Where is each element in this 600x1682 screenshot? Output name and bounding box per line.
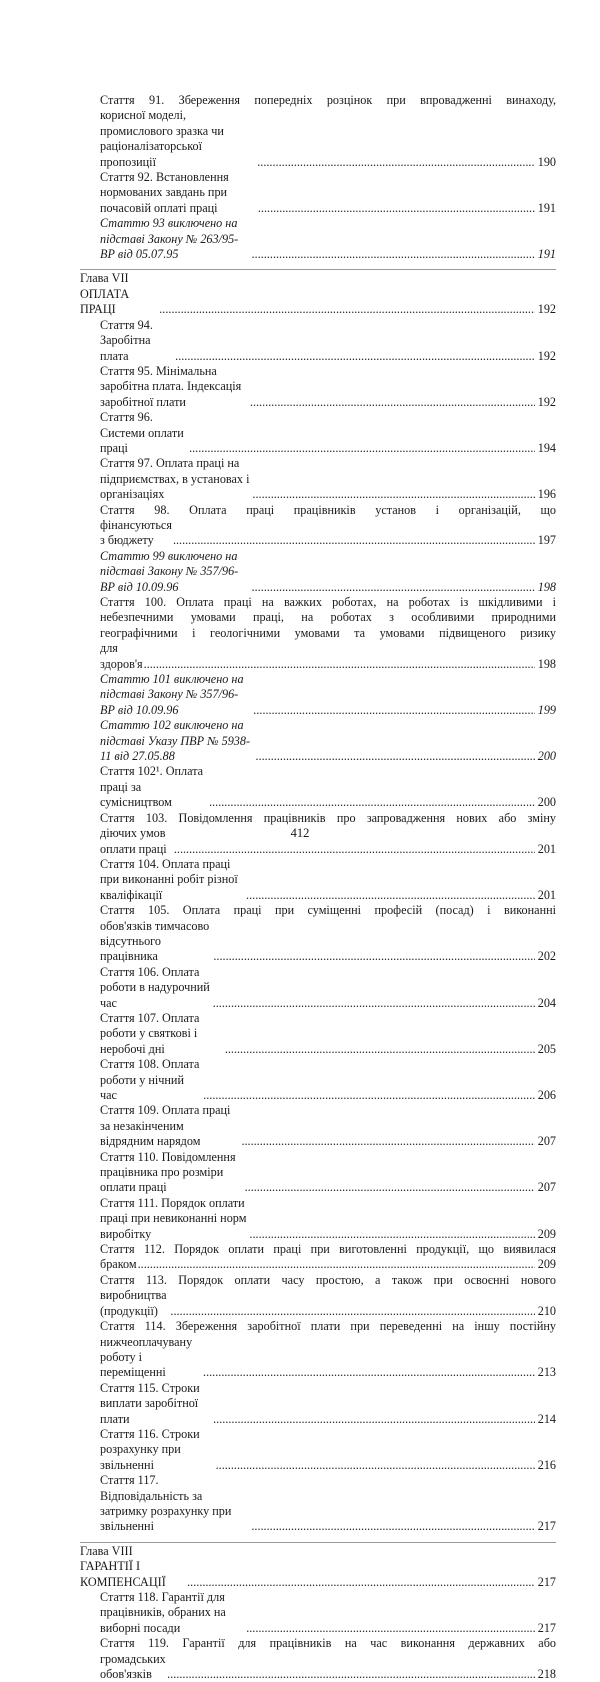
- leader-dots: [187, 1575, 535, 1590]
- leader-dots: [245, 1180, 535, 1195]
- toc-entry: [80, 1057, 556, 1103]
- toc-entry-title: Стаття 118. Гарантії для працівників, обраних на виборні посади: [100, 1590, 226, 1635]
- toc-entry-line: географічними і геологічними умовами та умовами підвищеного ризику: [100, 625, 556, 640]
- toc-entry-line: Стаття 91. Збереження попередніх розцінок при впровадженні винаходу,: [100, 93, 556, 107]
- toc-entry: [80, 1150, 556, 1196]
- toc-entry-title: Стаття 92. Встановлення нормованих завдань при почасовій оплаті праці: [100, 170, 229, 215]
- toc-entry-title: Стаття 97. Оплата праці на підприємствах, в установах і організаціях: [100, 456, 250, 502]
- toc-entry-title: діючих умов оплати праці: [100, 826, 167, 856]
- toc-entry: [80, 903, 556, 965]
- toc-entry-line: небезпечними умовами праці, на роботах з особливими природними: [100, 610, 556, 625]
- leader-dots: [170, 1304, 535, 1319]
- leader-dots: [174, 842, 535, 857]
- toc-entry: [80, 1473, 556, 1535]
- page-number: 412: [290, 826, 310, 840]
- toc-page-number: 217: [537, 1574, 556, 1589]
- toc-entry-title: Стаття 95. Мінімальна заробітна плата. Індексація заробітної плати: [100, 363, 242, 409]
- toc-page-number: 213: [537, 1365, 556, 1380]
- leader-dots: [213, 996, 535, 1011]
- leader-dots: [138, 1257, 535, 1272]
- toc-page-number: 207: [537, 1180, 556, 1195]
- toc-entry-line: Стаття 112. Порядок оплати праці при виготовленні продукції, що виявилася: [100, 1242, 556, 1257]
- toc-page-number: 194: [537, 440, 556, 455]
- toc-entry-title: Стаття 116. Строки розрахунку при звільненні: [100, 1426, 200, 1472]
- leader-dots: [252, 580, 535, 595]
- leader-dots: [256, 749, 535, 764]
- toc-entry: [80, 1011, 556, 1057]
- toc-entry: [80, 364, 556, 410]
- chapter-title: Глава VIII ГАРАНТІЇ І КОМПЕНСАЦІЇ: [80, 1543, 166, 1589]
- toc-entry-line: Стаття 100. Оплата праці на важких роботах, на роботах із шкідливими і: [100, 595, 556, 609]
- toc-entry-title: обов'язків тимчасово відсутнього працівника: [100, 918, 210, 964]
- toc-prelude: [80, 93, 556, 262]
- toc-entry: [80, 1273, 556, 1319]
- toc-page-number: 216: [537, 1457, 556, 1472]
- toc-page-number: 217: [537, 1620, 556, 1635]
- table-of-contents: [80, 93, 556, 1682]
- toc-chapter-8: [80, 1542, 556, 1682]
- leader-dots: [254, 703, 535, 718]
- toc-page-number: 199: [537, 702, 556, 717]
- toc-entry: [80, 503, 556, 549]
- toc-entry-title: Стаття 94. Заробітна плата: [100, 317, 153, 363]
- chapter-title: Глава VII ОПЛАТА ПРАЦІ: [80, 271, 130, 317]
- toc-entry-title: Стаття 106. Оплата роботи в надурочний час: [100, 964, 210, 1010]
- toc-entry-title: Статтю 93 виключено на підставі Закону № 263/95-ВР від 05.07.95: [100, 216, 239, 262]
- toc-entry: [80, 93, 556, 170]
- toc-entry-title: Статтю 101 виключено на підставі Закону № 357/96-ВР від 10.09.96: [100, 672, 244, 717]
- toc-entry-title: Стаття 117. Відповідальність за затримку розрахунку при звільненні: [100, 1473, 232, 1534]
- leader-dots: [203, 1365, 535, 1380]
- leader-dots: [257, 155, 535, 170]
- toc-page-number: 190: [537, 154, 556, 169]
- toc-page-number: 191: [537, 247, 556, 262]
- toc-entry-title: фінансуються з бюджету: [100, 517, 172, 548]
- chapter-heading: [80, 1544, 556, 1590]
- toc-page-number: 192: [537, 394, 556, 409]
- toc-entry-title: Стаття 108. Оплата роботи у нічний час: [100, 1057, 200, 1102]
- toc-page-number: 209: [537, 1257, 556, 1272]
- toc-entry: [80, 857, 556, 903]
- toc-entry: [80, 549, 556, 595]
- leader-dots: [241, 1134, 535, 1149]
- toc-entry-title: Стаття 107. Оплата роботи у святкові і неробочі дні: [100, 1010, 200, 1056]
- toc-entry-title: Стаття 96. Системи оплати праці: [100, 410, 184, 455]
- toc-page-number: 196: [537, 487, 556, 502]
- toc-entry: [80, 1381, 556, 1427]
- toc-entry: [80, 1319, 556, 1381]
- toc-page-number: 200: [537, 749, 556, 764]
- toc-page-number: 200: [537, 795, 556, 810]
- toc-page-number: 217: [537, 1519, 556, 1534]
- leader-dots: [251, 1519, 535, 1534]
- toc-page-number: 202: [537, 949, 556, 964]
- toc-entry: [80, 1427, 556, 1473]
- toc-entry-line: Стаття 119. Гарантії для працівників на час виконання державних або: [100, 1636, 556, 1651]
- toc-entry-title: Статтю 99 виключено на підставі Закону № 357/96-ВР від 10.09.96: [100, 548, 239, 594]
- toc-page-number: 201: [537, 887, 556, 902]
- leader-dots: [175, 349, 535, 364]
- leader-dots: [250, 395, 535, 410]
- leader-dots: [189, 441, 535, 456]
- toc-entry-title: виробництва (продукції): [100, 1288, 167, 1318]
- toc-entry: [80, 216, 556, 262]
- leader-dots: [144, 657, 535, 672]
- leader-dots: [213, 949, 535, 964]
- toc-entry-title: браком: [100, 1257, 137, 1272]
- toc-entry-title: Стаття 102¹. Оплата праці за сумісництвом: [100, 764, 204, 810]
- toc-entry-title: для здоров'я: [100, 641, 143, 671]
- toc-entry: [80, 1103, 556, 1149]
- leader-dots: [173, 533, 535, 548]
- leader-dots: [252, 247, 535, 262]
- toc-page-number: 205: [537, 1041, 556, 1056]
- leader-dots: [213, 1412, 535, 1427]
- toc-entry-line: Стаття 114. Збереження заробітної плати при переведенні на іншу постійну: [100, 1319, 556, 1334]
- toc-page-number: 210: [537, 1303, 556, 1318]
- toc-entry: [80, 318, 556, 364]
- toc-entry: [80, 410, 556, 456]
- toc-entry-title: Статтю 102 виключено на підставі Указу ПВР № 5938-11 від 27.05.88: [100, 718, 251, 764]
- toc-page-number: 191: [537, 200, 556, 215]
- toc-entry: [80, 1590, 556, 1636]
- toc-entry-line: Стаття 113. Порядок оплати часу простою, а також при освоєнні нового: [100, 1272, 556, 1287]
- toc-entry: [80, 170, 556, 216]
- toc-entry-line: Стаття 105. Оплата праці при суміщенні професій (посад) і виконанні: [100, 903, 556, 918]
- toc-entry-title: громадських обов'язків: [100, 1651, 166, 1682]
- leader-dots: [246, 1621, 535, 1636]
- toc-page-number: 214: [537, 1411, 556, 1426]
- leader-dots: [159, 302, 535, 317]
- toc-entry-line: Стаття 98. Оплата праці працівників установ і організацій, що: [100, 502, 556, 517]
- toc-entry: [80, 1242, 556, 1273]
- toc-entry: [80, 764, 556, 810]
- toc-page-number: 197: [537, 533, 556, 548]
- toc-entry-title: Стаття 109. Оплата праці за незакінченим відрядним нарядом: [100, 1103, 231, 1149]
- toc-page-number: 192: [537, 348, 556, 363]
- leader-dots: [216, 1458, 535, 1473]
- leader-dots: [209, 795, 535, 810]
- toc-page-number: 198: [537, 656, 556, 671]
- leader-dots: [246, 888, 535, 903]
- toc-entry: [80, 672, 556, 718]
- toc-page-number: 207: [537, 1134, 556, 1149]
- toc-entry-title: Стаття 111. Порядок оплати праці при невиконанні норм виробітку: [100, 1195, 247, 1241]
- toc-page-number: 204: [537, 995, 556, 1010]
- leader-dots: [203, 1088, 535, 1103]
- toc-entry-title: нижчеоплачувану роботу і переміщенні: [100, 1334, 193, 1380]
- toc-entry: [80, 965, 556, 1011]
- toc-page-number: 209: [537, 1226, 556, 1241]
- toc-entry: [80, 718, 556, 764]
- toc-entry-title: Стаття 110. Повідомлення працівника про розміри оплати праці: [100, 1149, 236, 1195]
- toc-entry: [80, 595, 556, 672]
- leader-dots: [258, 201, 535, 216]
- leader-dots: [249, 1227, 535, 1242]
- toc-entry-line: Стаття 103. Повідомлення працівників про запровадження нових або зміну: [100, 810, 556, 825]
- toc-entry-title: Стаття 104. Оплата праці при виконанні робіт різної кваліфікації: [100, 856, 238, 902]
- toc-page-number: 218: [537, 1667, 556, 1682]
- toc-page-number: 206: [537, 1088, 556, 1102]
- chapter-heading: [80, 271, 556, 317]
- leader-dots: [252, 487, 535, 502]
- toc-entry: [80, 1636, 556, 1682]
- leader-dots: [225, 1042, 535, 1057]
- leader-dots: [167, 1667, 535, 1682]
- toc-page-number: 198: [537, 579, 556, 594]
- toc-page-number: 201: [537, 841, 556, 856]
- toc-chapter-7: [80, 269, 556, 1534]
- toc-entry-title: Стаття 115. Строки виплати заробітної плати: [100, 1380, 200, 1426]
- toc-entry-title: корисної моделі, промислового зразка чи раціоналізаторської пропозиції: [100, 108, 224, 169]
- toc-page-number: 192: [537, 302, 556, 317]
- toc-entry: [80, 456, 556, 502]
- toc-entry: [80, 1196, 556, 1242]
